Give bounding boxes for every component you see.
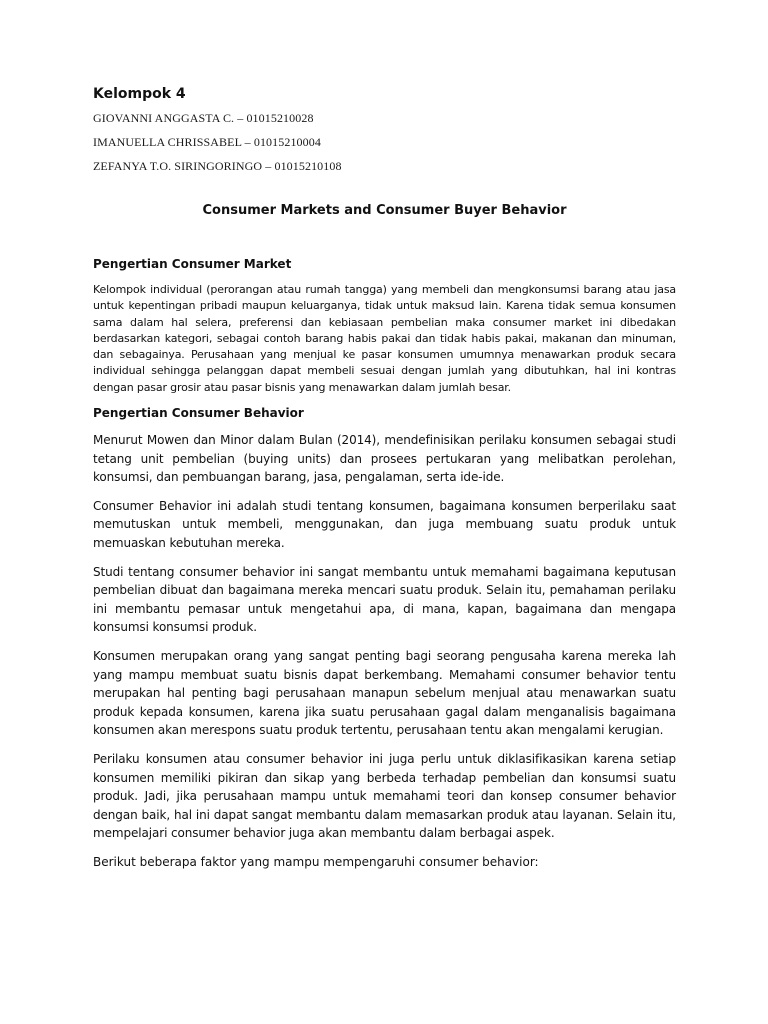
section-heading-consumer-market: Pengertian Consumer Market [93,257,292,271]
member-3: ZEFANYA T.O. SIRINGORINGO – 01015210108 [93,159,342,173]
document-title: Consumer Markets and Consumer Buyer Behavior [202,203,567,218]
paragraph-definition: Menurut Mowen dan Minor dalam Bulan (2014), mendefinisikan perilaku konsumen sebagai studi tetang unit pembelian (buying units) dan prosees pertukaran yang melibatkan perolehan, konsumsi, dan pembuangan barang, jasa, pengalaman, serta ide-ide. [93,433,676,485]
paragraph-study: Consumer Behavior ini adalah studi tentang konsumen, bagaimana konsumen berperilaku saat memutuskan untuk membeli, menggunakan, dan juga membuang suatu produk untuk memuaskan kebutuhan mereka. [93,498,676,551]
paragraph-factors-intro: Berikut beberapa faktor yang mampu mempengaruhi consumer behavior: [93,854,539,869]
paragraph-importance: Konsumen merupakan orang yang sangat penting bagi seorang pengusaha karena mereka lah yang mampu membuat suatu bisnis dapat berkembang. Memahami consumer behavior tentu merupakan hal penting bagi perusahaan manapun sebelum menjual atau menawarkan suatu produk kepada konsumen, karena jika suatu perusahaan gagal dalam menganalisis bagaimana konsumen akan merespons suatu produk tertentu, perusahaan tentu akan mengalami kerugian. [93,649,676,738]
paragraph-consumer-market: Kelompok individual (perorangan atau rumah tangga) yang membeli dan mengkonsumsi barang atau jasa untuk kepentingan pribadi maupun keluarganya, tidak untuk maksud lain. Karena tidak semua konsumen sama dalam hal selera, preferensi dan kebiasaan pembelian maka consumer market ini dibedakan berdasarkan kategori, sebagai contoh barang habis pakai dan tidak habis pakai, makanan dan minuman, dan sebagainya. Perusahaan yang menjual ke pasar konsumen umumnya menawarkan produk secara individual sehingga pelanggan dapat membeli sesuai dengan jumlah yang dibutuhkan, hal ini kontras dengan pasar grosir atau pasar bisnis yang menawarkan dalam jumlah besar. [93,283,676,394]
member-1: GIOVANNI ANGGASTA C. – 01015210028 [93,111,314,125]
group-title: Kelompok 4 [93,86,186,102]
section-heading-consumer-behavior: Pengertian Consumer Behavior [93,406,304,421]
paragraph-classification: Perilaku konsumen atau consumer behavior ini juga perlu untuk diklasifikasikan karena setiap konsumen memiliki pikiran dan sikap yang berbeda terhadap pembelian dan konsumsi suatu produk. Jadi, jika perusahaan mampu untuk memahami teori dan konsep consumer behavior dengan baik, hal ini dapat sangat membantu dalam memasarkan produk atau layanan. Selain itu, mempelajari consumer behavior juga akan membantu dalam berbagai aspek. [93,751,676,841]
member-2: IMANUELLA CHRISSABEL – 01015210004 [93,135,321,149]
paragraph-understanding: Studi tentang consumer behavior ini sangat membantu untuk memahami bagaimana keputusan pembelian dibuat dan bagaimana mereka mencari suatu produk. Selain itu, pemahaman perilaku ini membantu pemasar untuk mengetahui apa, di mana, kapan, bagaimana dan mengapa konsumsi konsumsi produk. [93,564,676,635]
